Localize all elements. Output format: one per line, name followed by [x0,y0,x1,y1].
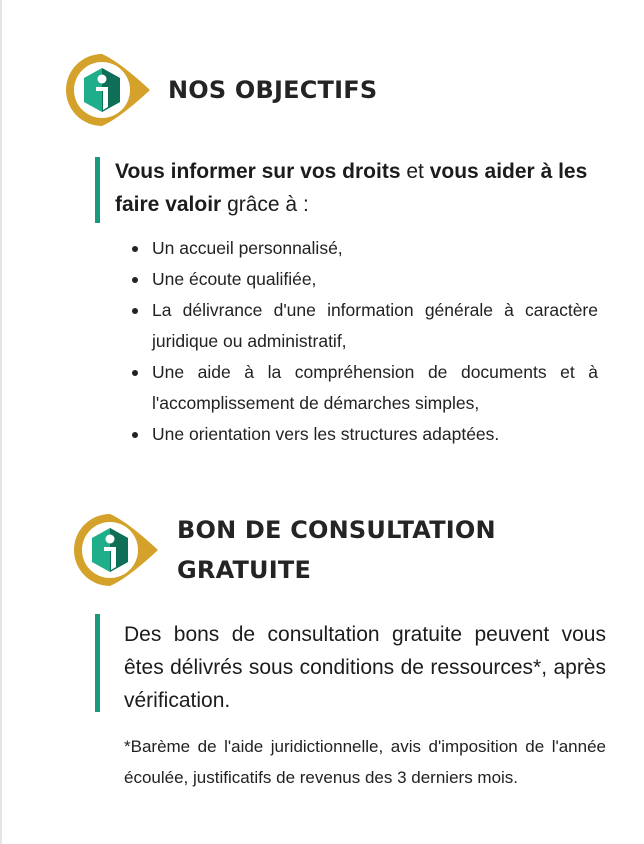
consultation-footnote: *Barème de l'aide juridictionnelle, avis d'imposition de l'année écoulée, justificatifs de revenus des 3 derniers mois. [124,737,606,787]
page-left-border [0,0,2,844]
intro-thanks: grâce à : [221,193,309,216]
list-item: Un accueil personnalisé, [124,233,598,264]
list-item: Une aide à la compréhension de documents et à l'accomplissement de démarches simples, [124,357,598,419]
consultation-title-line2: GRATUITE [177,556,312,584]
list-item: La délivrance d'une information générale à caractère juridique ou administratif, [124,295,598,357]
info-person-icon [62,50,158,130]
objectives-accent-bar [95,157,100,223]
objectives-title: NOS OBJECTIFS [168,76,378,104]
objectives-list [124,233,598,450]
intro-bold-rights: Vous informer sur vos droits [115,160,401,183]
consultation-accent-bar [95,614,100,712]
consultation-title [177,510,496,590]
intro-and: et [400,160,430,183]
consultation-text: Des bons de consultation gratuite peuvent vous êtes délivrés sous conditions de ressources*, après vérification. [124,623,606,712]
info-person-icon [70,510,166,590]
intro-bold-help: vous aider à les faire valoir [115,160,588,216]
objectives-intro [115,155,605,221]
list-item: Une orientation vers les structures adaptées. [124,419,598,450]
consultation-title-line1: BON DE CONSULTATION [177,516,496,544]
list-item: Une écoute qualifiée, [124,264,598,295]
